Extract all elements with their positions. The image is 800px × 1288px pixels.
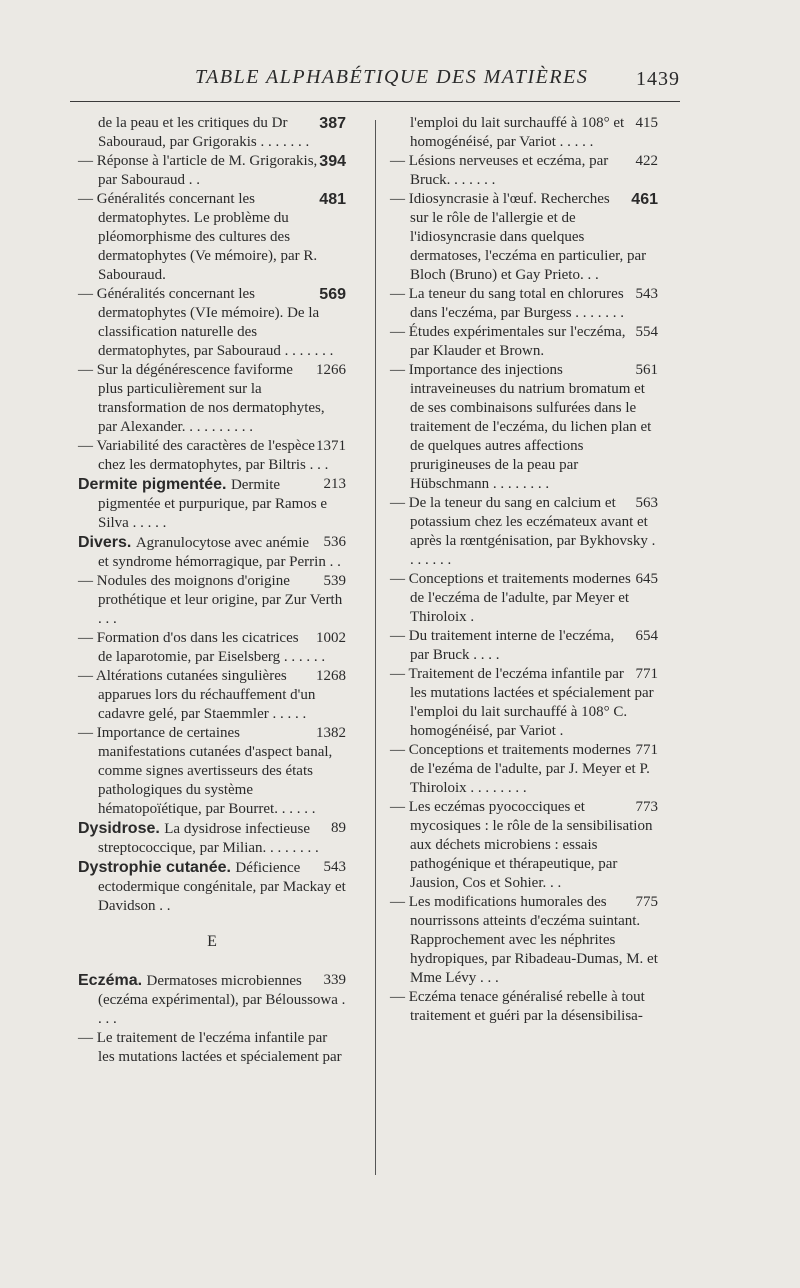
entry-text: Agranulocytose avec anémie et syndrome hémorragique, par Perrin . . [98,535,341,570]
index-entry [390,741,658,798]
index-entry [78,114,346,152]
index-entry [78,437,346,475]
index-entry [78,572,346,629]
page-reference: 339 [323,972,346,988]
page-reference: 213 [323,476,346,492]
page-reference: 536 [323,534,346,550]
page-reference: 771 [635,742,658,758]
index-entry [78,152,346,190]
index-entry [78,629,346,667]
entry-text: — Sur la dégénérescence faviforme plus particulièrement sur la transformation de nos dermatophytes, par Alexander. . . . . . . . . . [78,362,325,435]
index-entry [390,114,658,152]
index-entry [390,665,658,741]
page-reference: 461 [631,191,658,208]
index-entry [390,570,658,627]
index-keyword: Eczéma. [78,972,147,989]
index-heading-entry [78,858,346,916]
entry-text: — Nodules des moignons d'origine prothétique et leur origine, par Zur Verth . . . [78,573,343,627]
entry-text: — Variabilité des caractères de l'espèce chez les dermatophytes, par Biltris . . . [78,438,329,473]
column-divider [375,120,376,1175]
page-reference: 569 [319,286,346,303]
page-reference: 543 [635,286,658,302]
page-reference: 387 [319,115,346,132]
entry-text: — Idiosyncrasie à l'œuf. Recherches sur le rôle de l'allergie et de l'idiosyncrasie dans quelques dermatoses, l'eczéma en particulier, par Bloch (Bruno) et Gay Prieto. . . [390,191,647,283]
entry-text: — Réponse à l'article de M. Grigorakis, par Sabouraud . . [78,153,318,188]
entry-text: — Formation d'os dans les cicatrices de laparotomie, par Eiselsberg . . . . . . [78,630,326,665]
index-entry [78,1029,346,1067]
entry-text: Dermite pigmentée et purpurique, par Ramos e Silva . . . . . [98,477,328,531]
index-entry [390,361,658,494]
entry-text: — Traitement de l'eczéma infantile par les mutations lactées et spécialement par l'emploi du lait surchauffé à 108° C. homogénéisé, par Variot . [390,666,654,739]
index-entry [390,627,658,665]
entry-text: — La teneur du sang total en chlorures dans l'eczéma, par Burgess . . . . . . . [390,286,625,321]
index-keyword: Dysidrose. [78,820,165,837]
page-reference: 1002 [316,630,346,646]
page-reference: 1268 [316,668,346,684]
entry-text: — Les modifications humorales des nourrissons atteints d'eczéma suintant. Rapprochement avec les néphrites hydropiques, par Ribadeau-Dumas, M. et Mme Lévy . . . [390,894,658,986]
index-heading-entry [78,971,346,1029]
entry-text: — Études expérimentales sur l'eczéma, par Klauder et Brown. [390,324,626,359]
page-reference: 1382 [316,725,346,741]
right-column [390,114,658,1026]
page-reference: 561 [635,362,658,378]
page-reference: 539 [323,573,346,589]
entry-text: — Eczéma tenace généralisé rebelle à tout traitement et guéri par la désensibilisa- [390,989,645,1024]
entry-text: — Le traitement de l'eczéma infantile par les mutations lactées et spécialement par [78,1030,342,1065]
section-letter: E [207,933,217,950]
entry-text: — Du traitement interne de l'eczéma, par Bruck . . . . [390,628,615,663]
page-number: 1439 [636,68,680,90]
entry-text: Dermatoses microbiennes (eczéma expérimental), par Béloussowa . . . . [98,973,346,1027]
entry-text: de la peau et les critiques du Dr Sabouraud, par Grigorakis . . . . . . . [98,115,310,150]
page-reference: 394 [319,153,346,170]
entry-text: — Importance de certaines manifestations cutanées d'aspect banal, comme signes avertisseurs des états pathologiques du système hématopoïétique, par Bourret. . . . . . [78,725,333,817]
entry-text: — De la teneur du sang en calcium et potassium chez les eczémateux avant et après la rœntgénisation, par Bykhovsky . . . . . . . [390,495,656,568]
left-column [78,114,346,1067]
page-reference: 775 [635,894,658,910]
index-entry [390,323,658,361]
entry-text: — Altérations cutanées singulières apparues lors du réchauffement d'un cadavre gelé, par Staemmler . . . . . [78,668,316,722]
index-entry [78,667,346,724]
page-reference: 481 [319,191,346,208]
page-reference: 773 [635,799,658,815]
page-reference: 563 [635,495,658,511]
entry-text: — Conceptions et traitements modernes de l'eczéma de l'adulte, par Meyer et Thiroloix . [390,571,631,625]
entry-text: — Lésions nerveuses et eczéma, par Bruck. . . . . . . [390,153,609,188]
index-entry [78,285,346,361]
page-reference: 654 [635,628,658,644]
index-heading-entry [78,533,346,572]
header-rule [70,101,680,102]
index-keyword: Dystrophie cutanée. [78,859,236,876]
page-reference: 89 [331,820,346,836]
index-entry [78,724,346,819]
index-entry [390,893,658,988]
page-header [70,64,680,94]
index-keyword: Dermite pigmentée. [78,476,231,493]
entry-text: La dysidrose infectieuse streptococcique, par Milian. . . . . . . . [98,821,319,856]
entry-text: l'emploi du lait surchauffé à 108° et homogénéisé, par Variot . . . . . [410,115,625,150]
page-reference: 771 [635,666,658,682]
page-reference: 1371 [316,438,346,454]
page-reference: 415 [635,115,658,131]
entry-text: Déficience ectodermique congénitale, par Mackay et Davidson . . [98,860,346,914]
index-entry [390,285,658,323]
index-entry [78,190,346,285]
index-entry [78,361,346,437]
entry-text: — Généralités concernant les dermatophytes (VIe mémoire). De la classification naturelle des dermatophytes, par Sabouraud . . . . . . . [78,286,334,359]
index-heading-entry [78,819,346,858]
page-reference: 554 [635,324,658,340]
page-reference: 422 [635,153,658,169]
entry-text: — Conceptions et traitements modernes de l'ezéma de l'adulte, par J. Meyer et P. Thiroloix . . . . . . . . [390,742,650,796]
entry-text: — Généralités concernant les dermatophytes. Le problème du pléomorphisme des cultures des dermatophytes (Ve mémoire), par R. Sabouraud. [78,191,318,283]
index-entry [390,988,658,1026]
index-keyword: Divers. [78,534,136,551]
index-entry [390,798,658,893]
entry-text: — Les eczémas pyococciques et mycosiques : le rôle de la sensibilisation aux déchets microbiens : essais pathogénique et thérapeutique, par Jausion, Cos et Sohier. . . [390,799,653,891]
entry-text: — Importance des injections intraveineuses du natrium bromatum et de ses combinaisons sulfurées dans le traitement de l'eczéma, du lichen plan et de quelques autres affections prurigineuses de la peau par Hübschmann . . . . . . . . [390,362,652,492]
running-title: TABLE ALPHABÉTIQUE DES MATIÈRES [195,66,589,88]
index-heading-entry [78,475,346,533]
page-reference: 645 [635,571,658,587]
index-entry [390,494,658,570]
index-entry [390,152,658,190]
index-entry [390,190,658,285]
page-reference: 1266 [316,362,346,378]
page-reference: 543 [323,859,346,875]
